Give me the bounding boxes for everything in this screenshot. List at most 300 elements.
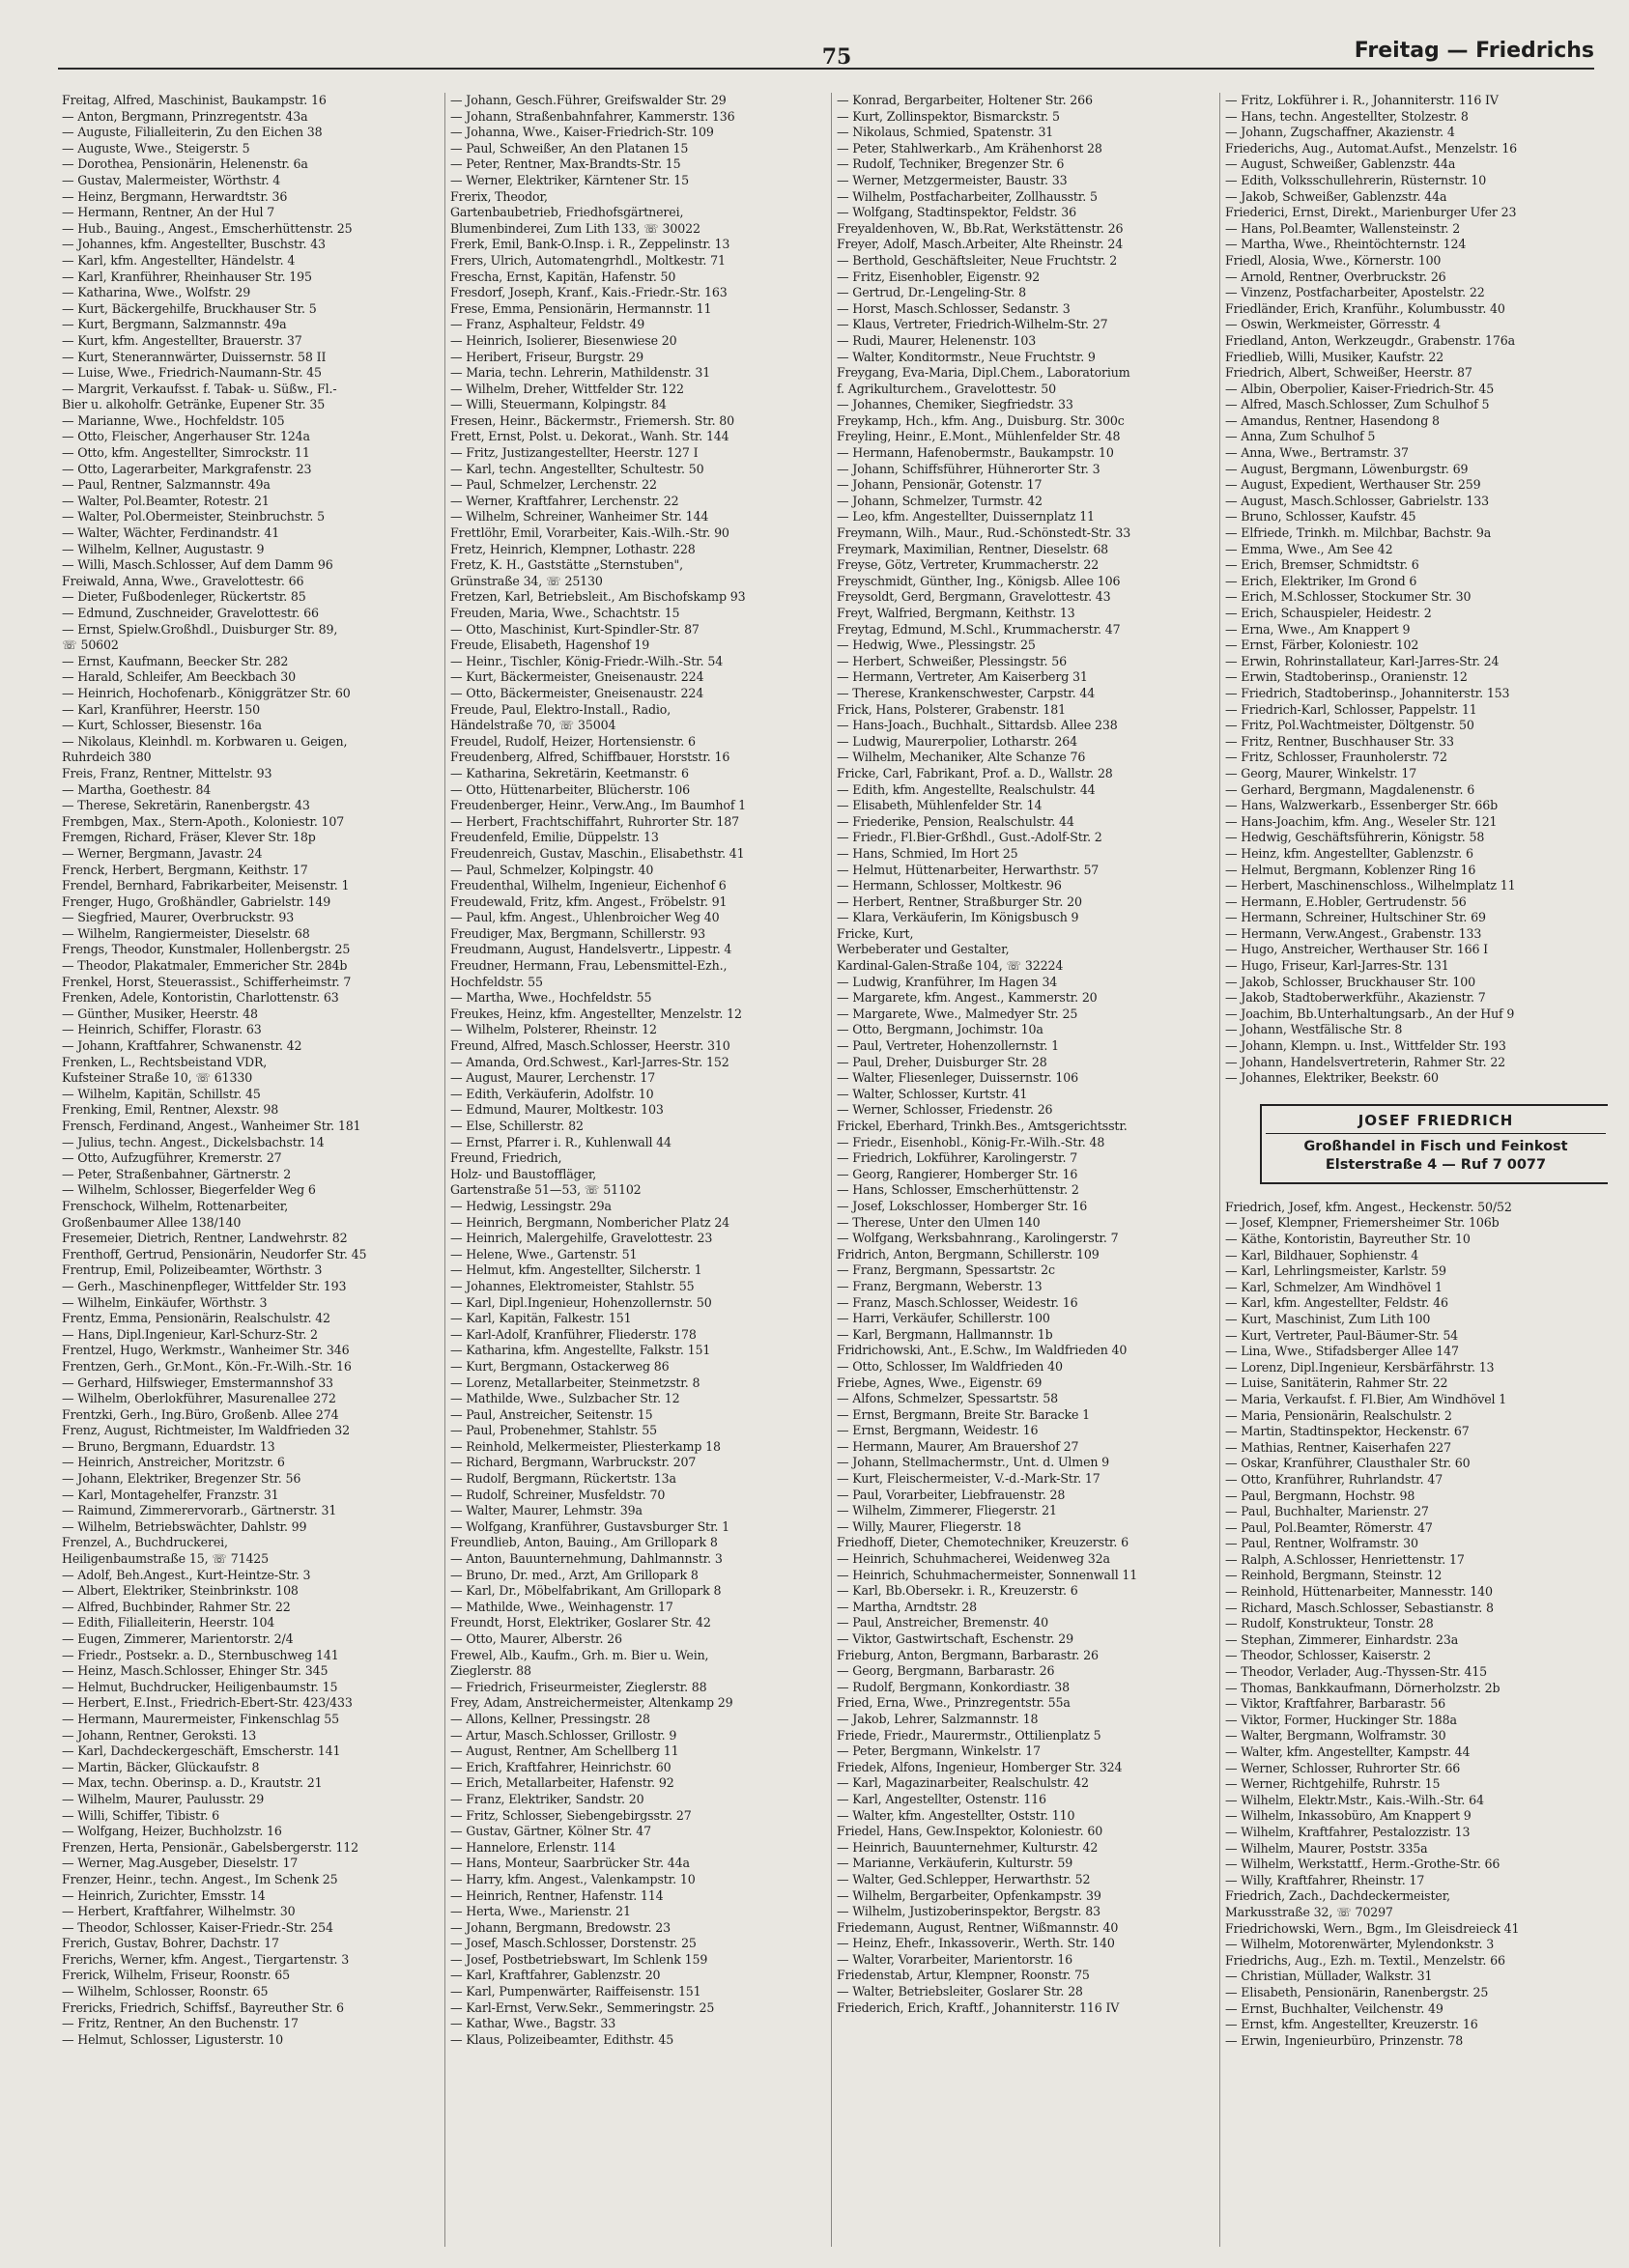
directory-entry-line: — Heinz, Masch.Schlosser, Ehinger Str. 345 [62, 1663, 329, 1679]
directory-entry-line: — Wilhelm, Postfacharbeiter, Zollhausstr. 5 [837, 188, 1098, 204]
directory-entry-line: Freude, Paul, Elektro-Install., Radio, [450, 701, 672, 717]
directory-entry-line: Großenbaumer Allee 138/140 [62, 1214, 242, 1230]
directory-entry-line: — Dorothea, Pensionärin, Helenenstr. 6a [62, 156, 308, 172]
directory-entry-line: — Erich, M.Schlosser, Stockumer Str. 30 [1225, 589, 1472, 605]
directory-entry-line: — Karl, Kranführer, Heerstr. 150 [62, 701, 260, 717]
directory-entry-line: — Rudolf, Konstrukteur, Tonstr. 28 [1225, 1616, 1434, 1631]
directory-entry-line: — Bruno, Bergmann, Eduardstr. 13 [62, 1438, 275, 1454]
directory-entry-line: — Johann, Westfälische Str. 8 [1225, 1022, 1403, 1037]
directory-entry-line: — Heinrich, Schiffer, Florastr. 63 [62, 1022, 262, 1037]
directory-entry-line: — Eugen, Zimmerer, Marientorstr. 2/4 [62, 1631, 294, 1646]
directory-entry-line: — Werner, Elektriker, Kärntener Str. 15 [450, 172, 689, 187]
directory-entry-line: — Erwin, Stadtoberinsp., Oranienstr. 12 [1225, 669, 1468, 685]
directory-entry-line: — Ernst, Färber, Koloniestr. 102 [1225, 638, 1419, 653]
directory-entry-line: — Werner, Schlosser, Ruhrorter Str. 66 [1225, 1760, 1461, 1775]
directory-entry-line: Freund, Alfred, Masch.Schlosser, Heerstr. 310 [450, 1038, 730, 1054]
directory-entry-line: — Ernst, Pfarrer i. R., Kuhlenwall 44 [450, 1134, 672, 1149]
directory-entry-line: — Nikolaus, Schmied, Spatenstr. 31 [837, 125, 1054, 140]
directory-entry-line: — Johann, Schmelzer, Turmstr. 42 [837, 493, 1043, 508]
directory-entry-line: — Walter, Ged.Schlepper, Herwarthstr. 52 [837, 1871, 1091, 1886]
directory-entry-line: Markusstraße 32, ☏ 70297 [1225, 1904, 1393, 1919]
directory-entry-line: Frettlöhr, Emil, Vorarbeiter, Kais.-Wilh.-Str. 90 [450, 525, 729, 541]
directory-entry-line: — Werner, Bergmann, Javastr. 24 [62, 845, 263, 861]
directory-entry-line: Friebe, Agnes, Wwe., Eigenstr. 69 [837, 1375, 1043, 1390]
directory-entry-line: — Marianne, Wwe., Hochfeldstr. 105 [62, 412, 285, 428]
directory-entry-line: Freyt, Walfried, Bergmann, Keithstr. 13 [837, 606, 1075, 620]
directory-entry-line: — Wilhelm, Inkassobüro, Am Knappert 9 [1225, 1808, 1472, 1824]
directory-entry-line: Freude, Elisabeth, Hagenshof 19 [450, 638, 650, 653]
directory-entry-line: Fricke, Kurt, [837, 925, 914, 941]
directory-entry-line: — Alfred, Buchbinder, Rahmer Str. 22 [62, 1599, 291, 1614]
directory-entry-line: — Friedrich-Karl, Schlosser, Pappelstr. 11 [1225, 701, 1477, 717]
directory-entry-line: — Heinrich, Zurichter, Emsstr. 14 [62, 1887, 266, 1903]
directory-entry-line: — Martha, Wwe., Hochfeldstr. 55 [450, 990, 652, 1006]
directory-entry-line: — Stephan, Zimmerer, Einhardstr. 23a [1225, 1631, 1459, 1647]
directory-entry-line: — Wilhelm, Schlosser, Roonstr. 65 [62, 1984, 269, 1999]
directory-entry-line: — Paul, Schweißer, An den Platanen 15 [450, 140, 689, 156]
directory-entry-line: — Otto, Kranführer, Ruhrlandstr. 47 [1225, 1471, 1443, 1487]
directory-entry-line: Frese, Emma, Pensionärin, Hermannstr. 11 [450, 300, 712, 316]
directory-entry-line: — Siegfried, Maurer, Overbruckstr. 93 [62, 910, 295, 925]
directory-entry-line: — Kurt, Bergmann, Salzmannstr. 49a [62, 317, 287, 332]
directory-entry-line: — Peter, Rentner, Max-Brandts-Str. 15 [450, 156, 681, 172]
directory-entry-line: Fremgen, Richard, Fräser, Klever Str. 18p [62, 830, 316, 845]
directory-entry-line: — Helene, Wwe., Gartenstr. 51 [450, 1246, 638, 1262]
directory-entry-line: Frenzen, Herta, Pensionär., Gabelsbergerstr. 112 [62, 1839, 359, 1855]
directory-entry-line: — Willy, Maurer, Fliegerstr. 18 [837, 1518, 1021, 1534]
directory-entry-line: Ruhrdeich 380 [62, 750, 152, 765]
directory-entry-line: Händelstraße 70, ☏ 35004 [450, 718, 616, 733]
directory-entry-line: — Johann, Zugschaffner, Akazienstr. 4 [1225, 125, 1455, 140]
directory-entry-line: — Peter, Bergmann, Winkelstr. 17 [837, 1744, 1041, 1759]
directory-entry-line: — Willi, Steuermann, Kolpingstr. 84 [450, 397, 667, 412]
directory-entry-line: — Allons, Kellner, Pressingstr. 28 [450, 1711, 650, 1726]
directory-entry-line: — Heinrich, Malergehilfe, Gravelottestr. 23 [450, 1231, 713, 1246]
directory-entry-line: — Hans, Schmied, Im Hort 25 [837, 845, 1018, 861]
directory-entry-line: — Emma, Wwe., Am See 42 [1225, 541, 1393, 556]
directory-entry-line: — Kurt, Schlosser, Biesenstr. 16a [62, 718, 262, 733]
directory-entry-line: — Karl, kfm. Angestellter, Händelstr. 4 [62, 252, 296, 268]
directory-entry-line: Gartenbaubetrieb, Friedhofsgärtnerei, [450, 205, 684, 220]
advertisement-line-2: Elsterstraße 4 — Ruf 7 0077 [1325, 1156, 1547, 1173]
directory-entry-line: — Klaus, Polizeibeamter, Edithstr. 45 [450, 2031, 674, 2047]
directory-column-3 [837, 93, 1219, 2256]
directory-entry-line: — Friedrich, Lokführer, Karolingerstr. 7 [837, 1150, 1078, 1166]
directory-entry-line: — August, Schweißer, Gablenzstr. 44a [1225, 156, 1456, 172]
directory-entry-line: — Edmund, Zuschneider, Gravelottestr. 66 [62, 606, 319, 620]
directory-entry-line: — Theodor, Plakatmaler, Emmericher Str. 284b [62, 958, 348, 974]
directory-entry-line: — Raimund, Zimmerervorarb., Gärtnerstr. 31 [62, 1503, 337, 1518]
directory-entry-line: Freis, Franz, Rentner, Mittelstr. 93 [62, 765, 272, 780]
directory-entry-line: Frett, Ernst, Polst. u. Dekorat., Wanh. Str. 144 [450, 429, 729, 444]
directory-entry-line: Frentzel, Hugo, Werkmstr., Wanheimer Str. 346 [62, 1343, 350, 1358]
directory-entry-line: — August, Rentner, Am Schellberg 11 [450, 1744, 679, 1759]
directory-entry-line: — Johanna, Wwe., Kaiser-Friedrich-Str. 109 [450, 125, 714, 140]
directory-entry-line: — Hedwig, Wwe., Plessingstr. 25 [837, 638, 1036, 653]
directory-entry-line: — Fritz, Pol.Wachtmeister, Döltgenstr. 50 [1225, 718, 1474, 733]
directory-entry-line: Friede, Friedr., Maurermstr., Ottilienplatz 5 [837, 1727, 1101, 1743]
directory-entry-line: ☏ 50602 [62, 638, 119, 653]
directory-entry-line: Fresen, Heinr., Bäckermstr., Friemersh. Str. 80 [450, 412, 735, 428]
directory-entry-line: Frenschock, Wilhelm, Rottenarbeiter, [62, 1198, 289, 1213]
directory-entry-line: — Erwin, Rohrinstallateur, Karl-Jarres-Str. 24 [1225, 653, 1500, 668]
directory-entry-line: — Josef, Lokschlosser, Homberger Str. 16 [837, 1198, 1088, 1213]
directory-entry-line: — Peter, Stahlwerkarb., Am Krähenhorst 28 [837, 140, 1102, 156]
directory-entry-line: — Paul, Rentner, Salzmannstr. 49a [62, 477, 271, 493]
directory-entry-line: — Herbert, Maschinenschloss., Wilhelmplatz 11 [1225, 878, 1516, 893]
directory-entry-line: — Hugo, Friseur, Karl-Jarres-Str. 131 [1225, 958, 1449, 974]
directory-entry-line: — Heinrich, Bergmann, Nombericher Platz 24 [450, 1214, 730, 1230]
directory-entry-line: — Hermann, Vertreter, Am Kaiserberg 31 [837, 669, 1088, 685]
directory-entry-line: Frensch, Ferdinand, Angest., Wanheimer Str. 181 [62, 1119, 361, 1133]
directory-entry-line: Fretz, Heinrich, Klempner, Lothastr. 228 [450, 541, 696, 556]
directory-entry-line: — Herta, Wwe., Marienstr. 21 [450, 1904, 631, 1919]
directory-entry-line: — Luise, Wwe., Friedrich-Naumann-Str. 45 [62, 365, 322, 381]
directory-entry-line: Holz- und Baustoffläger, [450, 1166, 597, 1181]
directory-entry-line: — Arnold, Rentner, Overbruckstr. 26 [1225, 269, 1446, 284]
directory-entry-line: — Harri, Verkäufer, Schillerstr. 100 [837, 1311, 1050, 1326]
directory-entry-line: — Horst, Masch.Schlosser, Sedanstr. 3 [837, 300, 1071, 316]
directory-entry-line: — Wilhelm, Justizoberinspektor, Bergstr. 83 [837, 1904, 1100, 1919]
directory-entry-line: Freitag, Alfred, Maschinist, Baukampstr. 16 [62, 93, 327, 107]
directory-entry-line: — Wilhelm, Rangiermeister, Dieselstr. 68 [62, 925, 310, 941]
directory-entry-line: — Johann, Handelsvertreterin, Rahmer Str. 22 [1225, 1054, 1506, 1069]
directory-entry-line: — Fritz, Schlosser, Fraunholerstr. 72 [1225, 750, 1447, 765]
directory-entry-line: — Hans, techn. Angestellter, Stolzestr. 8 [1225, 108, 1469, 124]
directory-entry-line: Frieburg, Anton, Bergmann, Barbarastr. 26 [837, 1647, 1099, 1662]
directory-entry-line: — Walter, Bergmann, Wolframstr. 30 [1225, 1728, 1446, 1744]
header-rule [58, 68, 1594, 70]
directory-entry-line: — Alfred, Masch.Schlosser, Zum Schulhof 5 [1225, 397, 1490, 412]
directory-entry-line: — Ernst, Kaufmann, Beecker Str. 282 [62, 653, 289, 668]
directory-entry-line: — Alfons, Schmelzer, Spessartstr. 58 [837, 1391, 1058, 1406]
directory-entry-line: — Max, techn. Oberinsp. a. D., Krautstr. 21 [62, 1775, 323, 1791]
directory-entry-line: — Martin, Bäcker, Glückaufstr. 8 [62, 1759, 260, 1774]
directory-entry-line: — Elfriede, Trinkh. m. Milchbar, Bachstr. 9a [1225, 525, 1492, 541]
directory-entry-line: — Kurt, Vertreter, Paul-Bäumer-Str. 54 [1225, 1327, 1459, 1343]
directory-entry-line: — Johannes, Elektromeister, Stahlstr. 55 [450, 1278, 695, 1293]
directory-entry-line: — Edith, Volksschullehrerin, Rüsternstr. 10 [1225, 172, 1487, 187]
directory-entry-line: — Franz, Bergmann, Weberstr. 13 [837, 1278, 1043, 1293]
directory-entry-line: — Helmut, kfm. Angestellter, Silcherstr. 1 [450, 1262, 702, 1278]
directory-entry-line: Friedhoff, Dieter, Chemotechniker, Kreuzerstr. 6 [837, 1535, 1129, 1550]
directory-entry-line: — Christian, Müllader, Walkstr. 31 [1225, 1969, 1433, 1984]
directory-entry-line: Frerichs, Werner, kfm. Angest., Tiergartenstr. 3 [62, 1951, 350, 1967]
directory-entry-line: — Willy, Kraftfahrer, Rheinstr. 17 [1225, 1872, 1425, 1887]
directory-entry-line: — Hans, Pol.Beamter, Wallensteinstr. 2 [1225, 220, 1461, 236]
directory-entry-line: — Kurt, Fleischermeister, V.-d.-Mark-Str. 17 [837, 1471, 1100, 1487]
directory-entry-line: Frentzen, Gerh., Gr.Mont., Kön.-Fr.-Wilh.-Str. 16 [62, 1358, 352, 1374]
directory-entry-line: — Paul, Vertreter, Hohenzollernstr. 1 [837, 1038, 1059, 1054]
directory-entry-line: — Margrit, Verkaufsst. f. Tabak- u. Süßw., Fl.- [62, 381, 337, 396]
directory-entry-line: Freuden, Maria, Wwe., Schachtstr. 15 [450, 606, 680, 620]
directory-entry-line: — Erwin, Ingenieurbüro, Prinzenstr. 78 [1225, 2032, 1464, 2048]
directory-entry-line: Freiwald, Anna, Wwe., Gravelottestr. 66 [62, 573, 304, 588]
directory-entry-line: — August, Expedient, Werthauser Str. 259 [1225, 477, 1481, 493]
directory-entry-line: — Heinrich, Schuhmacherei, Weidenweg 32a [837, 1551, 1110, 1567]
directory-entry-line: Fretzen, Karl, Betriebsleit., Am Bischofskamp 93 [450, 589, 746, 605]
directory-entry-line: Hochfeldstr. 55 [450, 974, 543, 989]
directory-entry-line: — Helmut, Bergmann, Koblenzer Ring 16 [1225, 862, 1476, 877]
directory-entry-line: — Heinrich, Hochofenarb., Königgrätzer Str. 60 [62, 685, 351, 700]
directory-entry-line: — Walter, Wächter, Ferdinandstr. 41 [62, 525, 280, 541]
directory-entry-line: — Erich, Schauspieler, Heidestr. 2 [1225, 606, 1432, 620]
directory-entry-line: — Martha, Goethestr. 84 [62, 781, 212, 797]
directory-entry-line: — Walter, Maurer, Lehmstr. 39a [450, 1503, 643, 1518]
directory-entry-line: — Theodor, Schlosser, Kaiserstr. 2 [1225, 1648, 1431, 1663]
directory-entry-line: — Karl-Adolf, Kranführer, Fliederstr. 178 [450, 1326, 697, 1342]
directory-entry-line: Blumenbinderei, Zum Lith 133, ☏ 30022 [450, 220, 700, 236]
directory-entry-line: — Kurt, Stenerannwärter, Duissernstr. 58 II [62, 349, 327, 364]
directory-entry-line: — Therese, Unter den Ulmen 140 [837, 1214, 1041, 1230]
directory-entry-line: — Reinhold, Melkermeister, Pliesterkamp 18 [450, 1438, 721, 1454]
directory-entry-line: — Johannes, Elektriker, Beekstr. 60 [1225, 1070, 1439, 1086]
directory-entry-line: — Paul, Vorarbeiter, Liebfrauenstr. 28 [837, 1487, 1066, 1502]
directory-entry-line: — Kurt, Bäckermeister, Gneisenaustr. 224 [450, 669, 704, 685]
directory-entry-line: Freyling, Heinr., E.Mont., Mühlenfelder Str. 48 [837, 429, 1121, 444]
directory-entry-line: Freudenberg, Alfred, Schiffbauer, Horststr. 16 [450, 750, 730, 765]
directory-entry-line: — Nikolaus, Kleinhdl. m. Korbwaren u. Geigen, [62, 733, 348, 749]
directory-entry-line: — Gerhard, Hilfswieger, Emstermannshof 33 [62, 1375, 333, 1390]
directory-entry-line: — Karl, Pumpenwärter, Raiffeisenstr. 151 [450, 1984, 701, 1999]
directory-entry-line: Friederichs, Aug., Automat.Aufst., Menzelstr. 16 [1225, 140, 1518, 156]
directory-entry-line: — Paul, Anstreicher, Bremenstr. 40 [837, 1615, 1048, 1630]
directory-entry-line: — Kathar, Wwe., Bagstr. 33 [450, 2016, 616, 2031]
directory-entry-line: — Erich, Kraftfahrer, Heinrichstr. 60 [450, 1759, 672, 1774]
directory-entry-line: — Paul, Pol.Beamter, Römerstr. 47 [1225, 1519, 1433, 1535]
directory-entry-line: — Heinz, Bergmann, Herwardtstr. 36 [62, 188, 288, 204]
directory-entry-line: — Margarete, Wwe., Malmedyer Str. 25 [837, 1006, 1078, 1021]
directory-entry-line: — Franz, Bergmann, Spessartstr. 2c [837, 1262, 1055, 1278]
directory-entry-line: — Hermann, Maurer, Am Brauershof 27 [837, 1438, 1079, 1454]
directory-entry-line: Friederici, Ernst, Direkt., Marienburger Ufer 23 [1225, 205, 1517, 220]
directory-entry-line: Heiligenbaumstraße 15, ☏ 71425 [62, 1551, 270, 1567]
directory-entry-line: — Paul, Buchhalter, Marienstr. 27 [1225, 1504, 1429, 1519]
directory-entry-line: — Wilhelm, Einkäufer, Wörthstr. 3 [62, 1294, 268, 1310]
directory-entry-line: Freymann, Wilh., Maur., Rud.-Schönstedt-Str. 33 [837, 525, 1131, 541]
directory-entry-line: f. Agrikulturchem., Gravelottestr. 50 [837, 381, 1056, 396]
directory-entry-line: — Bruno, Dr. med., Arzt, Am Grillopark 8 [450, 1567, 699, 1582]
directory-entry-line: — Johann, Elektriker, Bregenzer Str. 56 [62, 1471, 301, 1487]
directory-entry-line: — Kurt, Maschinist, Zum Lith 100 [1225, 1311, 1431, 1326]
directory-entry-line: Freykamp, Hch., kfm. Ang., Duisburg. Str. 300c [837, 412, 1125, 428]
directory-entry-line: Fried, Erna, Wwe., Prinzregentstr. 55a [837, 1695, 1071, 1711]
directory-entry-line: — Georg, Rangierer, Homberger Str. 16 [837, 1166, 1078, 1181]
directory-entry-line: — Ludwig, Kranführer, Im Hagen 34 [837, 974, 1058, 989]
directory-entry-line: — Dieter, Fußbodenleger, Rückertstr. 85 [62, 589, 306, 605]
directory-entry-line: — August, Bergmann, Löwenburgstr. 69 [1225, 461, 1469, 476]
directory-entry-line: — Elisabeth, Mühlenfelder Str. 14 [837, 798, 1043, 813]
directory-entry-line: — Hermann, Verw.Angest., Grabenstr. 133 [1225, 925, 1482, 941]
directory-entry-line: — Ernst, Spielw.Großhdl., Duisburger Str. 89, [62, 621, 338, 637]
directory-entry-line: — Ernst, kfm. Angestellter, Kreuzerstr. 16 [1225, 2017, 1478, 2032]
directory-entry-line: — Joachim, Bb.Unterhaltungsarb., An der Huf 9 [1225, 1006, 1515, 1021]
directory-entry-line: — Herbert, Frachtschiffahrt, Ruhrorter Str. 187 [450, 813, 740, 829]
directory-entry-line: — Ernst, Bergmann, Breite Str. Baracke 1 [837, 1406, 1090, 1422]
directory-entry-line: — Paul, Anstreicher, Seitenstr. 15 [450, 1406, 653, 1422]
directory-entry-line: — Amandus, Rentner, Hasendong 8 [1225, 412, 1440, 428]
directory-entry-line: Freysoldt, Gerd, Bergmann, Gravelottestr. 43 [837, 589, 1111, 605]
directory-entry-line: — Ludwig, Maurerpolier, Lotharstr. 264 [837, 733, 1077, 749]
directory-entry-line: Friederich, Erich, Kraftf., Johanniterstr. 116 IV [837, 1999, 1120, 2015]
directory-entry-line: — Walter, Fliesenleger, Duissernstr. 106 [837, 1070, 1078, 1086]
directory-entry-line: — Hermann, Schreiner, Hultschiner Str. 69 [1225, 910, 1486, 925]
directory-column-4 [1225, 93, 1608, 2256]
page-number: 75 [821, 44, 852, 70]
directory-entry-line: — Theodor, Verlader, Aug.-Thyssen-Str. 415 [1225, 1664, 1488, 1680]
directory-entry-line: — Walter, kfm. Angestellter, Kampstr. 44 [1225, 1744, 1471, 1759]
directory-entry-line: — Vinzenz, Postfacharbeiter, Apostelstr. 22 [1225, 285, 1485, 300]
directory-entry-line: — Walter, Pol.Beamter, Rotestr. 21 [62, 493, 270, 508]
directory-entry-line: — Heinrich, Anstreicher, Moritzstr. 6 [62, 1455, 285, 1470]
directory-entry-line: Frerk, Emil, Bank-O.Insp. i. R., Zeppelinstr. 13 [450, 237, 730, 252]
directory-entry-line: — Karl, Montagehelfer, Franzstr. 31 [62, 1487, 279, 1502]
directory-entry-line: — Viktor, Former, Huckinger Str. 188a [1225, 1712, 1457, 1727]
directory-entry-line: — Johann, Pensionär, Gotenstr. 17 [837, 477, 1043, 493]
directory-entry-line: — Walter, Pol.Obermeister, Steinbruchstr. 5 [62, 509, 325, 524]
directory-entry-line: — Heinrich, Isolierer, Biesenwiese 20 [450, 332, 677, 348]
directory-entry-line: — Josef, Klempner, Friemersheimer Str. 106b [1225, 1215, 1500, 1231]
directory-entry-line: — Rudolf, Bergmann, Konkordiastr. 38 [837, 1679, 1070, 1694]
directory-entry-line: — Fritz, Justizangestellter, Heerstr. 127 I [450, 445, 699, 461]
directory-entry-line: — Walter, Betriebsleiter, Goslarer Str. 28 [837, 1984, 1083, 1999]
directory-entry-line: — Rudolf, Schreiner, Musfeldstr. 70 [450, 1487, 666, 1502]
directory-entry-line: — Walter, kfm. Angestellter, Oststr. 110 [837, 1807, 1075, 1823]
directory-entry-line: Kufsteiner Straße 10, ☏ 61330 [62, 1070, 253, 1086]
directory-entry-line: — Adolf, Beh.Angest., Kurt-Heintze-Str. 3 [62, 1567, 311, 1582]
directory-entry-line: — Katharina, kfm. Angestellte, Falkstr. 151 [450, 1343, 711, 1358]
directory-entry-line: — Artur, Masch.Schlosser, Grillostr. 9 [450, 1727, 677, 1743]
directory-entry-line: — Johann, Kraftfahrer, Schwanenstr. 42 [62, 1038, 302, 1054]
directory-entry-line: — Wolfgang, Kranführer, Gustavsburger Str. 1 [450, 1518, 730, 1534]
directory-entry-line: — Friederike, Pension, Realschulstr. 44 [837, 813, 1074, 829]
directory-entry-line: — Lorenz, Dipl.Ingenieur, Kersbärfährstr. 13 [1225, 1359, 1495, 1375]
directory-entry-line: — Paul, Schmelzer, Kolpingstr. 40 [450, 862, 654, 877]
directory-entry-line: — Anton, Bergmann, Prinzregentstr. 43a [62, 108, 308, 124]
advertisement-box [1260, 1104, 1608, 1184]
directory-entry-line: — Albert, Elektriker, Steinbrinkstr. 108 [62, 1583, 299, 1599]
directory-entry-line: — Wilhelm, Dreher, Wittfelder Str. 122 [450, 381, 684, 396]
directory-entry-line: — Werner, Kraftfahrer, Lerchenstr. 22 [450, 493, 679, 508]
directory-entry-line: — Wilhelm, Elektr.Mstr., Kais.-Wilh.-Str. 64 [1225, 1792, 1484, 1807]
directory-entry-line: — Werner, Schlosser, Friedenstr. 26 [837, 1102, 1053, 1118]
directory-entry-line: — Otto, Fleischer, Angerhauser Str. 124a [62, 429, 310, 444]
directory-entry-line: — Wolfgang, Stadtinspektor, Feldstr. 36 [837, 205, 1076, 220]
directory-entry-line: Friedrich, Albert, Schweißer, Heerstr. 87 [1225, 365, 1472, 381]
directory-entry-line: Frenkel, Horst, Steuerassist., Schifferheimstr. 7 [62, 974, 352, 989]
directory-entry-line: Freyaldenhoven, W., Bb.Rat, Werkstättenstr. 26 [837, 220, 1124, 236]
directory-entry-line: — Heinrich, Rentner, Hafenstr. 114 [450, 1887, 664, 1903]
directory-entry-line: — Fritz, Eisenhobler, Eigenstr. 92 [837, 269, 1041, 284]
directory-entry-line: — Hermann, Hafenobermstr., Baukampstr. 10 [837, 445, 1114, 461]
directory-entry-line: Fretz, K. H., Gaststätte „Sternstuben", [450, 557, 684, 573]
directory-entry-line: — Jakob, Schweißer, Gablenzstr. 44a [1225, 188, 1447, 204]
directory-entry-line: — Helmut, Schlosser, Ligusterstr. 10 [62, 2031, 283, 2047]
directory-entry-line: — Reinhold, Bergmann, Steinstr. 12 [1225, 1568, 1443, 1583]
directory-entry-line: — Georg, Maurer, Winkelstr. 17 [1225, 765, 1417, 780]
directory-entry-line: Frenken, L., Rechtsbeistand VDR, [62, 1054, 268, 1069]
directory-entry-line: — Maria, Pensionärin, Realschulstr. 2 [1225, 1407, 1452, 1423]
directory-entry-line: Zieglerstr. 88 [450, 1663, 531, 1679]
directory-entry-line: — Heinrich, Bauunternehmer, Kulturstr. 42 [837, 1839, 1099, 1855]
directory-entry-line: — Oskar, Kranführer, Clausthaler Str. 60 [1225, 1456, 1471, 1471]
directory-entry-line: — Fritz, Rentner, An den Buchenstr. 17 [62, 2016, 299, 2031]
directory-entry-line: — Hans-Joachim, kfm. Ang., Weseler Str. 121 [1225, 813, 1498, 829]
directory-entry-line: — Hans-Joach., Buchhalt., Sittardsb. Allee 238 [837, 718, 1118, 733]
directory-entry-line: Frenzer, Heinr., techn. Angest., Im Schenk 25 [62, 1871, 338, 1886]
directory-entry-line: Frenger, Hugo, Großhändler, Gabrielstr. 149 [62, 893, 331, 909]
directory-entry-line: — Rudolf, Bergmann, Rückertstr. 13a [450, 1471, 676, 1487]
directory-entry-line: — Friedr., Eisenhobl., König-Fr.-Wilh.-Str. 48 [837, 1134, 1105, 1149]
directory-entry-line: — Wilhelm, Mechaniker, Alte Schanze 76 [837, 750, 1086, 765]
directory-entry-line: — Auguste, Wwe., Steigerstr. 5 [62, 140, 250, 156]
directory-entry-line: Freudenreich, Gustav, Maschin., Elisabethstr. 41 [450, 845, 745, 861]
directory-entry-line: — Herbert, E.Inst., Friedrich-Ebert-Str. 423/433 [62, 1695, 353, 1711]
directory-entry-line: — Paul, Dreher, Duisburger Str. 28 [837, 1054, 1047, 1069]
directory-entry-line: Fridrich, Anton, Bergmann, Schillerstr. 109 [837, 1246, 1100, 1262]
directory-entry-line: — Wilhelm, Motorenwärter, Mylendonkstr. 3 [1225, 1937, 1495, 1952]
directory-entry-line: — Hans, Dipl.Ingenieur, Karl-Schurz-Str. 2 [62, 1326, 318, 1342]
directory-entry-line: — Theodor, Schlosser, Kaiser-Friedr.-Str. 254 [62, 1919, 333, 1935]
directory-entry-line: — Wilhelm, Maurer, Poststr. 335a [1225, 1840, 1428, 1856]
directory-entry-line: Fresemeier, Dietrich, Rentner, Landwehrstr. 82 [62, 1231, 348, 1246]
directory-entry-line: — Franz, Elektriker, Sandstr. 20 [450, 1791, 644, 1806]
directory-entry-line: — Kurt, Zollinspektor, Bismarckstr. 5 [837, 108, 1060, 124]
directory-entry-line: — Auguste, Filialleiterin, Zu den Eichen 38 [62, 125, 323, 140]
directory-entry-line: — Hans, Walzwerkarb., Essenberger Str. 66b [1225, 798, 1499, 813]
directory-entry-line: Fridrichowski, Ant., E.Schw., Im Waldfrieden 40 [837, 1343, 1128, 1358]
directory-entry-line: — Mathilde, Wwe., Sulzbacher Str. 12 [450, 1391, 680, 1406]
directory-entry-line: Friedrich, Josef, kfm. Angest., Heckenstr. 50/52 [1225, 1199, 1512, 1214]
directory-entry-line: — Otto, Maurer, Alberstr. 26 [450, 1631, 622, 1646]
directory-entry-line: — Klaus, Vertreter, Friedrich-Wilhelm-Str. 27 [837, 317, 1108, 332]
directory-entry-line: Frentrup, Emil, Polizeibeamter, Wörthstr. 3 [62, 1262, 323, 1278]
directory-entry-line: — Rudi, Maurer, Helenenstr. 103 [837, 332, 1037, 348]
directory-entry-line: — Josef, Postbetriebswart, Im Schlenk 159 [450, 1951, 708, 1967]
directory-entry-line: Frescha, Ernst, Kapitän, Hafenstr. 50 [450, 269, 676, 284]
directory-entry-line: Friedland, Anton, Werkzeugdr., Grabenstr. 176a [1225, 332, 1515, 348]
directory-entry-line: — Berthold, Geschäftsleiter, Neue Fruchtstr. 2 [837, 252, 1118, 268]
directory-entry-line: — Edith, kfm. Angestellte, Realschulstr. 44 [837, 781, 1096, 797]
directory-entry-line: — Hermann, Maurermeister, Finkenschlag 55 [62, 1711, 339, 1726]
directory-entry-line: — Harry, kfm. Angest., Valenkampstr. 10 [450, 1871, 696, 1886]
directory-entry-line: Freudiger, Max, Bergmann, Schillerstr. 93 [450, 925, 705, 941]
directory-entry-line: Frick, Hans, Polsterer, Grabenstr. 181 [837, 701, 1066, 717]
directory-entry-line: — Kurt, kfm. Angestellter, Brauerstr. 37 [62, 332, 302, 348]
directory-entry-line: Grünstraße 34, ☏ 25130 [450, 573, 603, 588]
directory-entry-line: — Friedrich, Friseurmeister, Zieglerstr. 88 [450, 1679, 707, 1694]
directory-entry-line: — Karl, Lehrlingsmeister, Karlstr. 59 [1225, 1263, 1446, 1279]
directory-entry-line: — Amanda, Ord.Schwest., Karl-Jarres-Str. 152 [450, 1054, 729, 1069]
directory-entry-line: — Otto, kfm. Angestellter, Simrockstr. 11 [62, 445, 310, 461]
directory-entry-line: Kardinal-Galen-Straße 104, ☏ 32224 [837, 958, 1064, 974]
directory-entry-line: — Mathilde, Wwe., Weinhagenstr. 17 [450, 1599, 673, 1614]
directory-entry-line: — Viktor, Kraftfahrer, Barbarastr. 56 [1225, 1696, 1445, 1712]
directory-entry-line: — Katharina, Sekretärin, Keetmanstr. 6 [450, 765, 689, 780]
directory-entry-line: — Otto, Lagerarbeiter, Markgrafenstr. 23 [62, 461, 312, 476]
directory-entry-line: — Jakob, Schlosser, Bruckhauser Str. 100 [1225, 974, 1475, 989]
directory-entry-line: — Peter, Straßenbahner, Gärtnerstr. 2 [62, 1166, 292, 1181]
directory-entry-line: — Herbert, Kraftfahrer, Wilhelmstr. 30 [62, 1904, 296, 1919]
directory-entry-line: — Edmund, Maurer, Moltkestr. 103 [450, 1102, 664, 1118]
directory-entry-line: — Wilhelm, Polsterer, Rheinstr. 12 [450, 1022, 657, 1037]
directory-entry-line: Freudenfeld, Emilie, Düppelstr. 13 [450, 830, 659, 845]
directory-entry-line: — Marianne, Verkäuferin, Kulturstr. 59 [837, 1856, 1073, 1871]
directory-entry-line: — Thomas, Bankkaufmann, Dörnerholzstr. 2b [1225, 1680, 1500, 1695]
directory-entry-line: — Karl-Ernst, Verw.Sekr., Semmeringstr. 25 [450, 1999, 715, 2015]
directory-entry-line: — Mathias, Rentner, Kaiserhafen 227 [1225, 1439, 1452, 1455]
directory-entry-line: — Kurt, Bäckergehilfe, Bruckhauser Str. 5 [62, 300, 317, 316]
